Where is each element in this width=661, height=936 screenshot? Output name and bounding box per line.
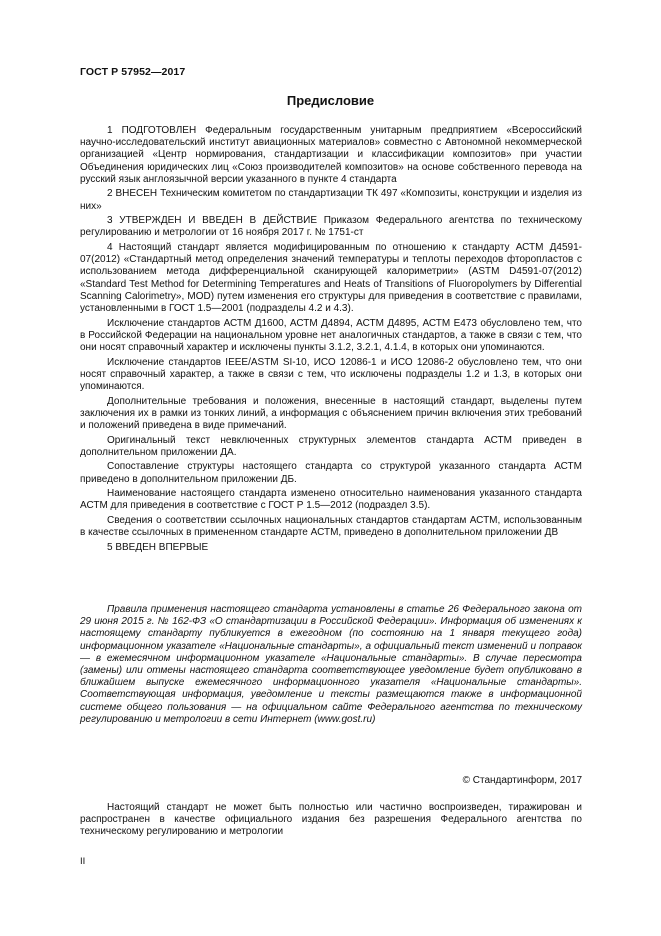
paragraph-2-introduced: 2 ВНЕСЕН Техническим комитетом по стандартизации ТК 497 «Композиты, конструкции и изделия из них» <box>80 188 582 212</box>
paragraph-name-change: Наименование настоящего стандарта изменено относительно наименования указанного стандарта АСТМ для приведения в соответствие с ГОСТ Р 1.5—2012 (подраздел 3.5). <box>80 488 582 512</box>
copyright: © Стандартинформ, 2017 <box>462 775 582 786</box>
paragraph-5-first-introduced: 5 ВВЕДЕН ВПЕРВЫЕ <box>107 541 209 553</box>
standard-code: ГОСТ Р 57952—2017 <box>80 66 186 78</box>
reproduction-notice <box>80 802 582 839</box>
paragraph-appendix-da: Оригинальный текст невключенных структурных элементов стандарта АСТМ приведен в дополнительном приложении ДА. <box>80 434 582 458</box>
rules-text: Правила применения настоящего стандарта установлены в статье 26 Федерального закона от 29 июня 2015 г. № 162-ФЗ «О стандартизации в Российской Федерации». Информация об изменениях к настоящему стандарту публикуется в ежегодном (по состоянию на 1 января текущего года) информационном указателе «Национальные стандарты», а официальный текст изменений и поправок — в ежемесячном информационном указателе «Национальные стандарты». В случае пересмотра (замены) или отмены настоящего стандарта соответствующее уведомление будет опубликовано в ближайшем выпуске ежемесячного информационного указателя «Национальные стандарты». Соответствующая информация, уведомление и тексты размещаются также в информационной системе общего пользования — на официальном сайте Федерального агентства по техническому регулированию и метрологии в сети Интернет (www.gost.ru) <box>80 604 582 725</box>
page-number: II <box>80 856 86 867</box>
paragraph-appendix-dv: Сведения о соответствии ссылочных национальных стандартов стандартам АСТМ, использованным в качестве ссылочных в примененном стандарте АСТМ, приведено в дополнительном приложении ДВ <box>80 515 582 539</box>
notice-text: Настоящий стандарт не может быть полностью или частично воспроизведен, тиражирован и распространен в качестве официального издания без разрешения Федерального агентства по техническому регулированию и метрологии <box>80 802 582 838</box>
paragraph-4-modified: 4 Настоящий стандарт является модифицированным по отношению к стандарту АСТМ Д4591-07(2012) «Стандартный метод определения значений температуры и теплоты переходов фторопластов с использованием метода дифференциальной сканирующей калориметрии» (ASTM D4591-07(2012) «Standard Test Method for Determining Temperatures and Heats of Transitions of Fluoropolymers by Differential Scanning Calorimetry», MOD) путем изменения его структуры для приведения в соответствие с правилами, установленными в ГОСТ 1.5—2001 (подразделы 4.2 и 4.3). <box>80 242 582 315</box>
paragraph-1-prepared: 1 ПОДГОТОВЛЕН Федеральным государственным унитарным предприятием «Всероссийский научно-исследовательский институт авиационных материалов» совместно с Автономной некоммерческой организацией «Центр нормирования, стандартизации и классификации композитов» при участии Объединения юридических лиц «Союз производителей композитов» на основе собственного перевода на русский язык англоязычной версии указанного в пункте 4 стандарта <box>80 125 582 185</box>
foreword-body <box>80 125 582 556</box>
paragraph-3-approved: 3 УТВЕРЖДЕН И ВВЕДЕН В ДЕЙСТВИЕ Приказом Федерального агентства по техническому регулированию и метрологии от 16 ноября 2017 г. № 1751-ст <box>80 215 582 239</box>
paragraph-exclusion-ieee: Исключение стандартов IEEE/ASTM SI-10, ИСО 12086-1 и ИСО 12086-2 обусловлено тем, что они носят справочный характер, а также в связи с тем, что исключены подразделы 1.2 и 1.3, в которых они упоминаются. <box>80 356 582 393</box>
paragraph-exclusion-astm: Исключение стандартов АСТМ Д1600, АСТМ Д4894, АСТМ Д4895, АСТМ Е473 обусловлено тем, что в Российской Федерации на национальном уровне нет аналогичных стандартов, а также в связи с тем, что они носят справочный характер и исключены пункты 3.1.2, 3.2.1, 4.1.4, в которых они упоминаются. <box>80 317 582 354</box>
page-title: Предисловие <box>286 93 375 108</box>
paragraph-appendix-db: Сопоставление структуры настоящего стандарта со структурой указанного стандарта АСТМ приведено в дополнительном приложении ДБ. <box>80 461 582 485</box>
paragraph-additional-requirements: Дополнительные требования и положения, внесенные в настоящий стандарт, выделены путем заключения их в рамки из тонких линий, а информация с объяснением причин включения этих требований и положений приведена в виде примечаний. <box>80 395 582 432</box>
application-rules-notice <box>80 604 582 726</box>
